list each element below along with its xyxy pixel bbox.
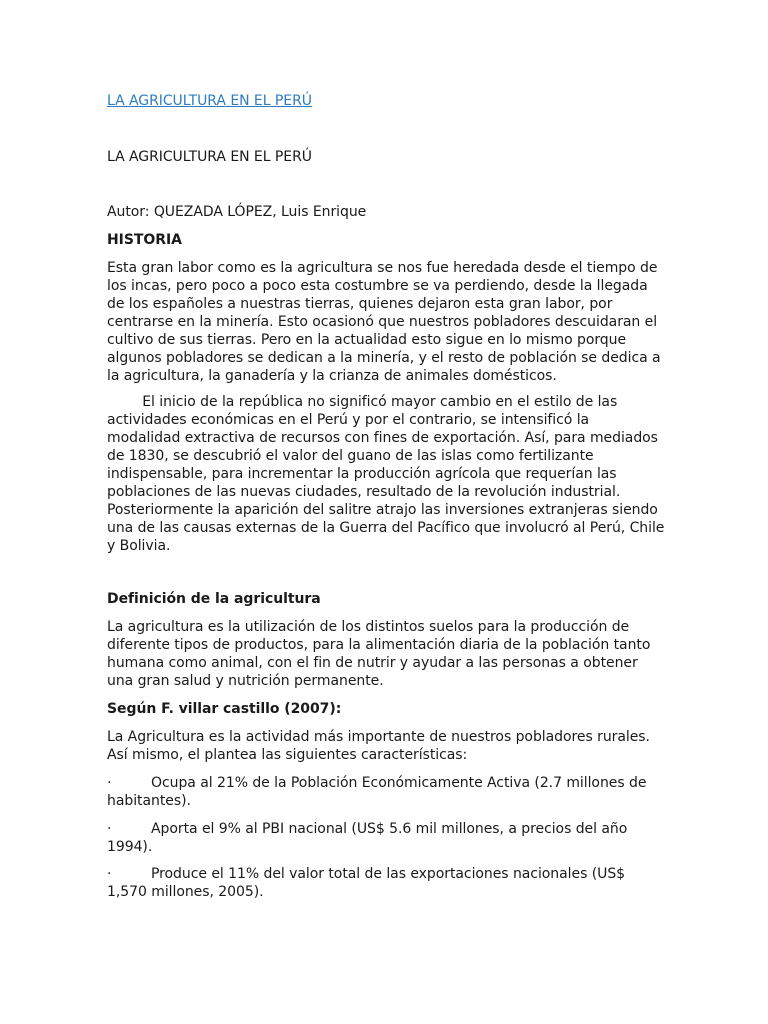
bullet-continuation: 1,570 millones, 2005).: [107, 884, 264, 900]
bullet-text: Aporta el 9% al PBI nacional (US$ 5.6 mil millones, a precios del año: [151, 821, 628, 837]
paragraph-line: actividades económicas en el Perú y por el contrario, se intensificó la: [107, 412, 590, 428]
bullet-text: Produce el 11% del valor total de las exportaciones nacionales (US$: [151, 866, 626, 882]
paragraph-line: de 1830, se descubrió el valor del guano de las islas como fertilizante: [107, 448, 594, 464]
paragraph-line: cultivo de sus tierras. Pero en la actualidad esto sigue en lo mismo porque: [107, 332, 627, 348]
document-link-title[interactable]: LA AGRICULTURA EN EL PERÚ: [107, 93, 312, 109]
paragraph-line: humana como animal, con el fin de nutrir y ayudar a las personas a obtener: [107, 655, 638, 671]
definicion-heading: Definición de la agricultura: [107, 591, 321, 607]
paragraph-line: poblaciones de las nuevas ciudades, resultado de la revolución industrial.: [107, 484, 621, 500]
villar-heading: Según F. villar castillo (2007):: [107, 701, 342, 717]
paragraph-line: La Agricultura es la actividad más importante de nuestros pobladores rurales.: [107, 729, 650, 745]
paragraph-line: y Bolivia.: [107, 538, 171, 554]
paragraph-line: indispensable, para incrementar la producción agrícola que requerían las: [107, 466, 617, 482]
paragraph-line: centrarse en la minería. Esto ocasionó que nuestros pobladores descuidaran el: [107, 314, 658, 330]
bullet-continuation: habitantes).: [107, 793, 191, 809]
paragraph-line: una de las causas externas de la Guerra del Pacífico que involucró al Perú, Chile: [107, 520, 665, 536]
bullet-symbol: ·: [107, 775, 112, 791]
paragraph-line: El inicio de la república no significó mayor cambio en el estilo de las: [107, 394, 618, 410]
paragraph-line: de los españoles a nuestras tierras, quienes dejaron esta gran labor, por: [107, 296, 613, 312]
bullet-symbol: ·: [107, 866, 112, 882]
document-author: Autor: QUEZADA LÓPEZ, Luis Enrique: [107, 204, 367, 220]
bullet-text: Ocupa al 21% de la Población Económicamente Activa (2.7 millones de: [151, 775, 647, 791]
paragraph-line: diferente tipos de productos, para la alimentación diaria de la población tanto: [107, 637, 651, 653]
paragraph-line: modalidad extractiva de recursos con fines de exportación. Así, para mediados: [107, 430, 658, 446]
paragraph-line: Esta gran labor como es la agricultura se nos fue heredada desde el tiempo de: [107, 260, 658, 276]
paragraph-line: la agricultura, la ganadería y la crianza de animales domésticos.: [107, 368, 557, 384]
paragraph-line: Posteriormente la aparición del salitre atrajo las inversiones extranjeras siendo: [107, 502, 658, 518]
historia-heading: HISTORIA: [107, 232, 182, 248]
paragraph-line: La agricultura es la utilización de los distintos suelos para la producción de: [107, 619, 630, 635]
bullet-continuation: 1994).: [107, 839, 153, 855]
paragraph-line: algunos pobladores se dedican a la minería, y el resto de población se dedica a: [107, 350, 661, 366]
bullet-symbol: ·: [107, 821, 112, 837]
paragraph-line: Así mismo, el plantea las siguientes características:: [107, 747, 468, 763]
paragraph-line: los incas, pero poco a poco esta costumbre se va perdiendo, desde la llegada: [107, 278, 648, 294]
document-title: LA AGRICULTURA EN EL PERÚ: [107, 149, 312, 165]
paragraph-line: una gran salud y nutrición permanente.: [107, 673, 384, 689]
